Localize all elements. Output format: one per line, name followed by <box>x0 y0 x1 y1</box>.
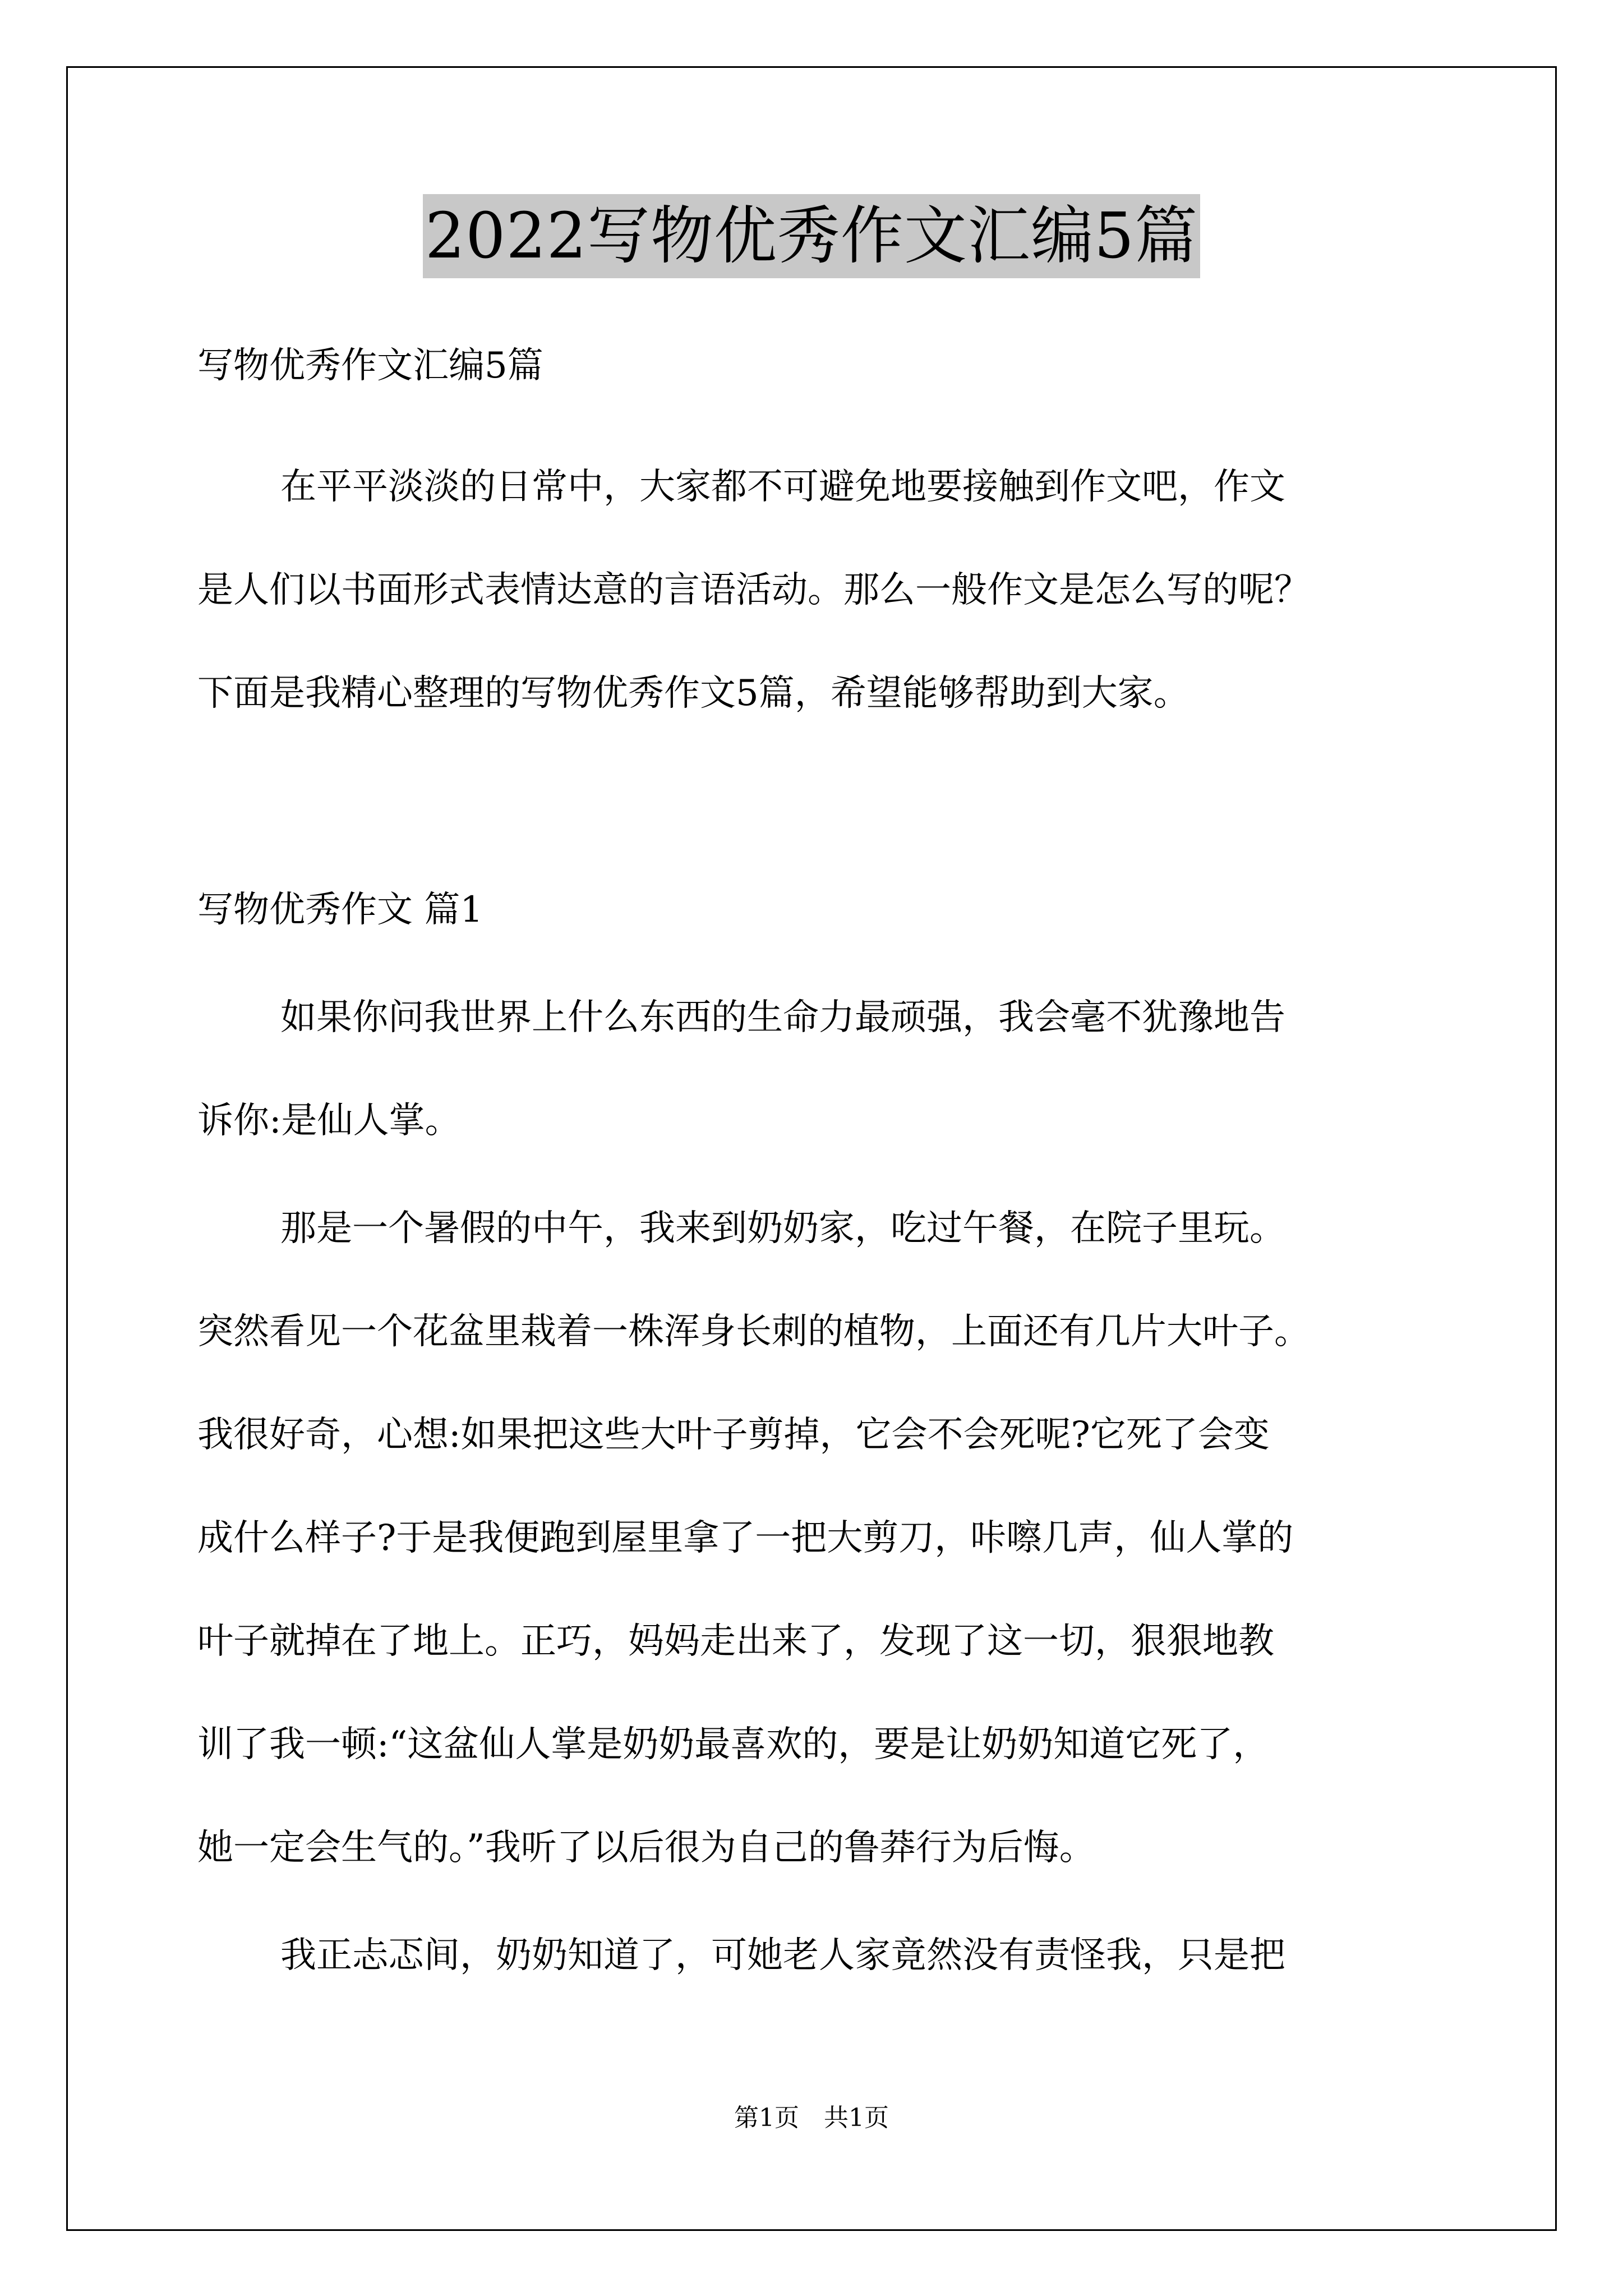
para2-line-2: 突然看见一个花盆里栽着一株浑身长刺的植物，上面还有几片大叶子。 <box>197 1311 1310 1352</box>
section-heading: 写物优秀作文 篇1 <box>197 889 483 931</box>
para2-line-5: 叶子就掉在了地上。正巧，妈妈走出来了，发现了这一切，狠狠地教 <box>197 1621 1274 1662</box>
para1-line-1: 如果你问我世界上什么东西的生命力最顽强，我会毫不犹豫地告 <box>280 997 1285 1038</box>
intro-line-3: 下面是我精心整理的写物优秀作文5篇，希望能够帮助到大家。 <box>197 673 1189 714</box>
para2-line-3: 我很好奇，心想:如果把这些大叶子剪掉，它会不会死呢?它死了会变 <box>197 1414 1270 1456</box>
document-subtitle: 写物优秀作文汇编5篇 <box>197 345 543 386</box>
para1-line-2: 诉你:是仙人掌。 <box>197 1100 461 1142</box>
para2-line-7: 她一定会生气的。”我听了以后很为自己的鲁莽行为后悔。 <box>197 1827 1095 1869</box>
document-title: 2022写物优秀作文汇编5篇 <box>423 194 1200 278</box>
para2-line-1: 那是一个暑假的中午，我来到奶奶家，吃过午餐，在院子里玩。 <box>280 1208 1285 1249</box>
title-container <box>0 194 1623 278</box>
page-footer: 第1页 共1页 <box>734 2104 889 2132</box>
intro-line-1: 在平平淡淡的日常中，大家都不可避免地要接触到作文吧，作文 <box>280 466 1285 508</box>
intro-line-2: 是人们以书面形式表情达意的言语活动。那么一般作文是怎么写的呢？ <box>197 569 1310 611</box>
para3-line-1: 我正忐忑间，奶奶知道了，可她老人家竟然没有责怪我，只是把 <box>280 1935 1285 1976</box>
para2-line-6: 训了我一顿:“这盆仙人掌是奶奶最喜欢的，要是让奶奶知道它死了， <box>197 1724 1269 1765</box>
para2-line-4: 成什么样子?于是我便跑到屋里拿了一把大剪刀，咔嚓几声，仙人掌的 <box>197 1517 1294 1559</box>
